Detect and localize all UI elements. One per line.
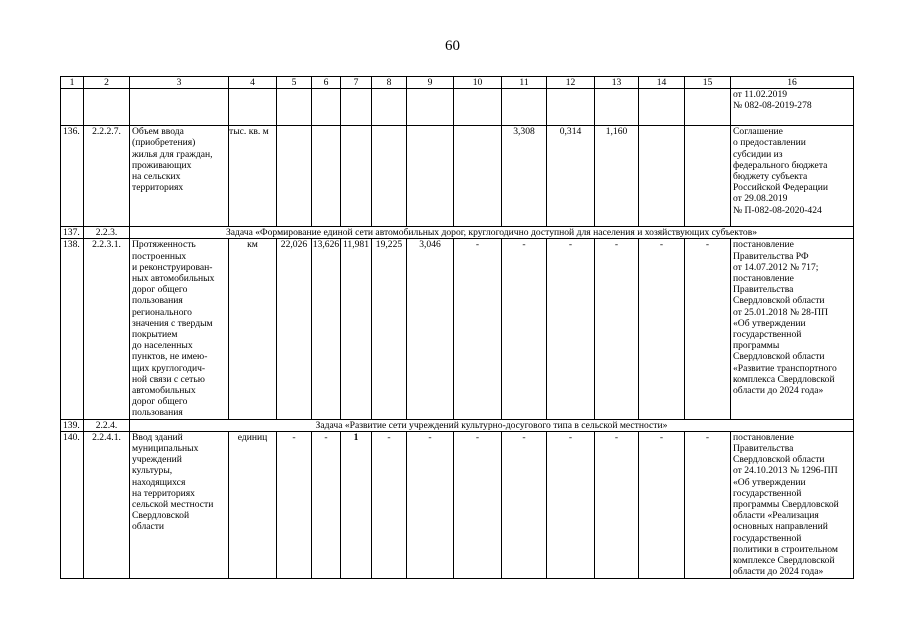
column-number: 9 (407, 77, 454, 89)
text-line: ных автомобильных (132, 273, 215, 285)
table-row (61, 419, 854, 431)
cell-empty (277, 89, 312, 126)
text-line: Свердловской области (733, 295, 825, 307)
text-line: № 082-08-2019-278 (733, 100, 812, 112)
text-line: Объем ввода (132, 126, 184, 138)
text-line: области (132, 521, 165, 533)
cell-value: 3,046 (407, 239, 454, 419)
cell-empty (685, 89, 731, 126)
table-row (61, 126, 854, 227)
cell-value: - (277, 431, 312, 578)
text-line: регионального (132, 306, 192, 318)
text-line: пунктов, не имею- (132, 351, 208, 363)
text-line: значения с твердым (132, 317, 213, 329)
cell-row-number: 138. (61, 239, 84, 419)
column-number: 2 (84, 77, 130, 89)
cell-empty (341, 89, 372, 126)
cell-value: 3,308 (502, 126, 547, 227)
text-line: программы (733, 340, 780, 352)
cell-value: 1 (341, 431, 372, 578)
cell-unit: тыс. кв. м (229, 126, 277, 227)
cell-row-number: 139. (61, 419, 84, 431)
column-number: 5 (277, 77, 312, 89)
cell-basis (731, 126, 854, 227)
text-line: Соглашение (733, 126, 783, 138)
text-line: области «Реализация (733, 510, 819, 522)
cell-value: 1,160 (595, 126, 639, 227)
table-row (61, 431, 854, 578)
text-line: о предоставлении (733, 137, 806, 149)
text-line: дорог общего (132, 396, 188, 408)
text-line: пользования (132, 295, 183, 307)
cell-row-number: 140. (61, 431, 84, 578)
cell-value (639, 126, 685, 227)
cell-empty (407, 89, 454, 126)
text-line: ной связи с сетью (132, 373, 205, 385)
column-number: 7 (341, 77, 372, 89)
cell-basis (731, 89, 854, 126)
text-line: основных направлений (733, 521, 828, 533)
cell-indicator-name (130, 431, 229, 578)
column-number: 14 (639, 77, 685, 89)
cell-unit: единиц (229, 431, 277, 578)
indicators-table (60, 76, 854, 579)
task-heading: Задача «Формирование единой сети автомобильных дорог, круглогодично доступной для населения и хозяйствующих субъектов» (130, 227, 854, 239)
text-line: от 29.08.2019 (733, 193, 788, 205)
text-line: «Об утверждении (733, 476, 806, 488)
cell-empty (372, 89, 407, 126)
text-line: построенных (132, 250, 187, 262)
column-number: 15 (685, 77, 731, 89)
cell-value: - (502, 431, 547, 578)
cell-empty (229, 89, 277, 126)
cell-value: 11,981 (341, 239, 372, 419)
text-line: до населенных (132, 340, 193, 352)
text-line: Российской Федерации (733, 182, 828, 194)
text-line: от 11.02.2019 (733, 89, 788, 101)
text-line: государственной (733, 532, 802, 544)
cell-value (454, 126, 502, 227)
cell-value: - (639, 239, 685, 419)
cell-value: 0,314 (547, 126, 595, 227)
cell-empty (639, 89, 685, 126)
cell-value: - (407, 431, 454, 578)
cell-empty (547, 89, 595, 126)
cell-empty (502, 89, 547, 126)
text-line: проживающих (132, 159, 192, 171)
text-line: Свердловской области (733, 454, 825, 466)
text-line: государственной (733, 487, 802, 499)
text-line: постановление (733, 239, 794, 251)
text-line: культуры, (132, 465, 173, 477)
text-line: бюджету субъекта (733, 171, 808, 183)
text-line: государственной (733, 329, 802, 341)
task-heading: Задача «Развитие сети учреждений культурно-досугового типа в сельской местности» (130, 419, 854, 431)
cell-value (312, 126, 341, 227)
cell-value (685, 126, 731, 227)
text-line: от 14.07.2012 № 717; (733, 261, 819, 273)
text-line: учреждений (132, 454, 182, 466)
text-line: Правительства (733, 284, 794, 296)
column-number: 8 (372, 77, 407, 89)
page-number: 60 (445, 38, 460, 54)
text-line: муниципальных (132, 443, 199, 455)
text-line: комплекса Свердловской (733, 373, 835, 385)
cell-value: - (372, 431, 407, 578)
cell-empty (312, 89, 341, 126)
text-line: щих круглогодич- (132, 362, 206, 374)
cell-value: - (312, 431, 341, 578)
cell-code: 2.2.4.1. (84, 431, 130, 578)
text-line: политики в строительном (733, 543, 838, 555)
text-line: и реконструирован- (132, 261, 213, 273)
text-line: от 25.01.2018 № 28-ПП (733, 306, 829, 318)
column-number: 16 (731, 77, 854, 89)
cell-value: 13,626 (312, 239, 341, 419)
cell-indicator-name (130, 126, 229, 227)
cell-value: - (502, 239, 547, 419)
text-line: области до 2024 года» (733, 385, 824, 397)
text-line: Ввод зданий (132, 431, 183, 443)
column-number: 6 (312, 77, 341, 89)
text-line: покрытием (132, 329, 178, 341)
column-number: 12 (547, 77, 595, 89)
column-number: 1 (61, 77, 84, 89)
cell-row-number: 136. (61, 126, 84, 227)
column-number: 4 (229, 77, 277, 89)
text-line: Свердловской области (733, 351, 825, 363)
table-row (61, 89, 854, 126)
text-line: на территориях (132, 487, 195, 499)
cell-value: 19,225 (372, 239, 407, 419)
cell-code: 2.2.4. (84, 419, 130, 431)
cell-unit: км (229, 239, 277, 419)
cell-indicator-name (130, 239, 229, 419)
column-number: 13 (595, 77, 639, 89)
text-line: от 24.10.2013 № 1296-ПП (733, 465, 838, 477)
table-row (61, 227, 854, 239)
cell-code: 2.2.2.7. (84, 126, 130, 227)
cell-basis (731, 431, 854, 578)
text-line: жилья для граждан, (132, 148, 213, 160)
column-number: 11 (502, 77, 547, 89)
cell-value: - (685, 239, 731, 419)
text-line: на сельских (132, 171, 181, 183)
text-line: комплексе Свердловской (733, 555, 835, 567)
cell-code: 2.2.3. (84, 227, 130, 239)
cell-value (277, 126, 312, 227)
text-line: субсидии из (733, 148, 783, 160)
table-row (61, 239, 854, 419)
cell-value: - (547, 239, 595, 419)
text-line: Правительства (733, 443, 794, 455)
cell-value: - (547, 431, 595, 578)
cell-value: 22,026 (277, 239, 312, 419)
text-line: № П-082-08-2020-424 (733, 204, 822, 216)
text-line: области до 2024 года» (733, 566, 824, 578)
text-line: дорог общего (132, 284, 188, 296)
cell-value: - (595, 239, 639, 419)
text-line: постановление (733, 431, 794, 443)
text-line: территориях (132, 182, 184, 194)
text-line: автомобильных (132, 385, 196, 397)
text-line: Правительства РФ (733, 250, 809, 262)
cell-value: - (685, 431, 731, 578)
cell-value: - (639, 431, 685, 578)
cell-empty (61, 89, 84, 126)
column-number: 10 (454, 77, 502, 89)
cell-empty (454, 89, 502, 126)
cell-value: - (454, 239, 502, 419)
text-line: пользования (132, 407, 183, 419)
text-line: постановление (733, 273, 794, 285)
cell-empty (84, 89, 130, 126)
text-line: сельской местности (132, 499, 214, 511)
cell-code: 2.2.3.1. (84, 239, 130, 419)
cell-value (407, 126, 454, 227)
text-line: Свердловской (132, 510, 190, 522)
cell-empty (130, 89, 229, 126)
cell-value: - (454, 431, 502, 578)
cell-value (372, 126, 407, 227)
cell-empty (595, 89, 639, 126)
text-line: «Развитие транспортного (733, 362, 837, 374)
cell-value: - (595, 431, 639, 578)
cell-row-number: 137. (61, 227, 84, 239)
text-line: программы Свердловской (733, 499, 839, 511)
column-number: 3 (130, 77, 229, 89)
column-number-row (61, 77, 854, 89)
cell-value (341, 126, 372, 227)
text-line: находящихся (132, 476, 186, 488)
text-line: федерального бюджета (733, 159, 828, 171)
text-line: «Об утверждении (733, 317, 806, 329)
text-line: (приобретения) (132, 137, 196, 149)
text-line: Протяженность (132, 239, 196, 251)
cell-basis (731, 239, 854, 419)
